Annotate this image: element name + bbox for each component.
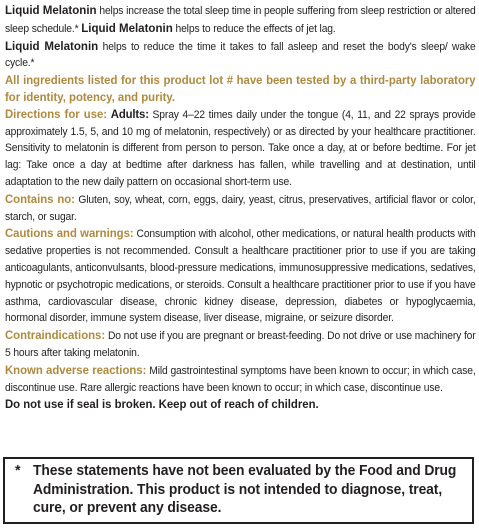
cautions-text: Consumption with alcohol, other medications, or natural health products with sedative properties is not recommended. Consult a healthcare practitioner prior to use if you are taking anticoagulants, anticonvulsants, blood-pressure medications, immunosuppressive medications, sedatives, hypnotic or psychotropic medications, or steroids. Consult a healthcare practitioner prior to use if you have asthma, cardiovascular disease, chronic kidney disease, depression, diabetes or hypoglycaemia, hormonal disorder, immune system disease, liver disease, migraine, or seizure disorder. [5,228,476,325]
benefit-text: helps to reduce the effects of jet lag. [172,22,336,35]
product-name: Liquid Melatonin [5,3,97,17]
benefit-paragraph-2 [5,38,476,73]
benefit-paragraph-1 [5,2,476,38]
directions-text: Spray 4–22 times daily under the tongue (4, 11, and 22 sprays provide approximately 1.5, 5, and 10 mg of melatonin, respectively) or as directed by your healthcare practitioner. Sensitivity to melatonin is different from person to person. Take once a day, at or before bedtime. For jet lag: Take once a day at bedtime after darkness has fallen, while travelling and at destination, until adaptation to the new daily pattern on occasional short-term use. [5,108,476,188]
asterisk: * [15,463,21,479]
contains-section [5,191,476,226]
testing-statement: All ingredients listed for this product lot # have been tested by a third-party laboratory for identity, potency, and purity. [5,73,476,104]
benefit-text: helps increase the total sleep time in people suffering from sleep restriction or altered sleep schedule.* [5,5,476,35]
directions-section [5,106,476,191]
label-text-block [5,2,476,413]
disclaimer-text: These statements have not been evaluated by the Food and Drug Administration. This product is not intended to diagnose, treat, cure, or prevent any disease. [33,463,457,517]
contraindications-section [5,327,476,362]
contraindications-heading: Contraindications: [5,328,106,343]
fda-disclaimer-box [3,457,474,524]
adverse-text: Mild gastrointestinal symptoms have been known to occur; in which case, discontinue use. Rare allergic reactions have been known to occur; in which case, discontinue use. [5,364,476,394]
product-name: Liquid Melatonin [81,20,173,35]
final-warning: Do not use if seal is broken. Keep out of reach of children. [5,397,319,412]
product-name: Liquid Melatonin [5,38,99,53]
adverse-heading: Known adverse reactions: [5,362,147,377]
cautions-section [5,225,476,327]
contains-heading: Contains no: [5,191,75,206]
contains-text: Gluten, soy, wheat, corn, eggs, dairy, yeast, citrus, preservatives, artificial flavor or color, starch, or sugar. [5,193,476,223]
benefit-text: helps to reduce the time it takes to fall asleep and reset the body's sleep/ wake cycle.* [5,40,476,70]
directions-heading: Directions for use: [5,106,108,121]
contraindications-text: Do not use if you are pregnant or breast-feeding. Do not drive or use machinery for 5 hours after taking melatonin. [5,330,476,359]
adults-label: Adults: [110,106,149,121]
adverse-section [5,362,476,397]
cautions-heading: Cautions and warnings: [5,226,134,241]
